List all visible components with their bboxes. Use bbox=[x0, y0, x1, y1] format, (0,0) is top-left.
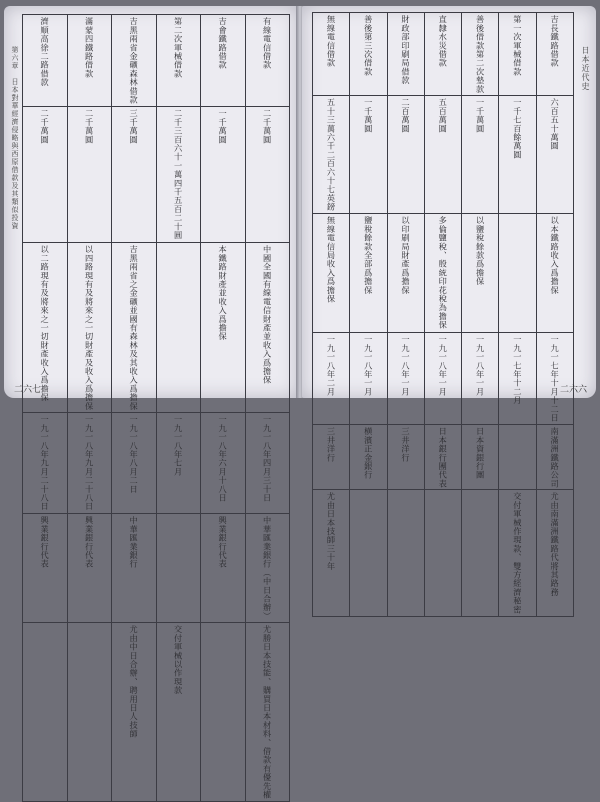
cell-amount bbox=[499, 96, 536, 214]
cell-name bbox=[499, 13, 536, 96]
cell-remark bbox=[387, 490, 424, 617]
cell-security bbox=[462, 214, 499, 332]
cell-remark bbox=[112, 622, 157, 801]
security-text: 以印刷局財產爲擔保 bbox=[401, 216, 411, 295]
cell-amount bbox=[350, 96, 387, 214]
amount-text: 三千萬圓 bbox=[129, 109, 140, 144]
cell-name bbox=[536, 13, 573, 96]
cell-remark bbox=[245, 622, 290, 801]
table-row-amount bbox=[23, 107, 290, 243]
amount-text: 五十三萬六千二百六十七英鎊 bbox=[326, 98, 337, 212]
date-text: 一九一八年六月十八日 bbox=[218, 414, 229, 502]
cell-date bbox=[201, 412, 246, 513]
table-row-security bbox=[313, 214, 574, 332]
cell-amount bbox=[387, 96, 424, 214]
creditor-text: 中華匯業銀行 bbox=[129, 515, 140, 568]
amount-text: 二千萬圓 bbox=[262, 109, 273, 144]
name-text: 吉會鐵路借款 bbox=[218, 17, 229, 70]
name-text: 無線電信借款 bbox=[326, 15, 337, 68]
cell-name bbox=[424, 13, 461, 96]
name-text: 第二次軍械借款 bbox=[173, 17, 184, 78]
left-page bbox=[4, 6, 298, 799]
amount-text: 一千萬圓 bbox=[218, 109, 229, 144]
table-row-name bbox=[313, 13, 574, 96]
creditor-text: 興業銀行代表 bbox=[40, 515, 51, 568]
name-text: 第一次軍械借款 bbox=[512, 15, 523, 76]
security-text: 以二路現有及將來之一切財產收入爲擔保 bbox=[40, 244, 51, 402]
date-text: 一九一八年二月 bbox=[326, 334, 337, 396]
remark-text: 尤勝日本技能、購買日本材料、借款有優先權 bbox=[262, 624, 273, 799]
cell-creditor bbox=[350, 424, 387, 490]
cell-amount bbox=[67, 107, 112, 243]
name-text: 有線電信借款 bbox=[262, 17, 273, 70]
cell-remark bbox=[23, 622, 68, 801]
cell-amount bbox=[424, 96, 461, 214]
name-text: 直隸水災借款 bbox=[438, 15, 449, 68]
name-text: 濟順高徐二路借款 bbox=[40, 17, 51, 87]
cell-security bbox=[67, 242, 112, 412]
cell-amount bbox=[245, 107, 290, 243]
table-row-remark bbox=[23, 622, 290, 801]
cell-creditor bbox=[245, 513, 290, 622]
cell-remark bbox=[156, 622, 201, 801]
cell-creditor bbox=[462, 424, 499, 490]
table-row-creditor bbox=[313, 424, 574, 490]
cell-name bbox=[387, 13, 424, 96]
name-text: 財政部印刷局借款 bbox=[401, 15, 411, 85]
cell-remark bbox=[201, 622, 246, 801]
creditor-text: 横濱正金銀行 bbox=[363, 426, 374, 479]
amount-text: 一千萬圓 bbox=[363, 98, 374, 134]
cell-name bbox=[112, 15, 157, 107]
cell-creditor bbox=[67, 513, 112, 622]
cell-amount bbox=[201, 107, 246, 243]
cell-remark bbox=[424, 490, 461, 617]
cell-date bbox=[536, 332, 573, 424]
amount-text: 五百萬圓 bbox=[438, 98, 449, 134]
creditor-text: 三井洋行 bbox=[401, 426, 411, 462]
cell-name bbox=[313, 13, 350, 96]
remark-text: 尤由中日合辦、聘用日人技師 bbox=[129, 624, 140, 739]
cell-amount bbox=[313, 96, 350, 214]
cell-creditor bbox=[156, 513, 201, 622]
cell-remark bbox=[536, 490, 573, 617]
security-text: 多倫鹽稅、殷統印花稅為擔保 bbox=[438, 216, 449, 330]
amount-text: 二千萬圓 bbox=[84, 109, 95, 144]
cell-amount bbox=[156, 107, 201, 243]
cell-date bbox=[424, 332, 461, 424]
cell-creditor bbox=[23, 513, 68, 622]
cell-security bbox=[387, 214, 424, 332]
chapter-margin-title: 第六章 日本對華經濟侵略與西原借款及其類似投資 bbox=[11, 46, 19, 230]
cell-date bbox=[156, 412, 201, 513]
book-title-margin: 日本近代史 bbox=[581, 46, 590, 91]
cell-amount bbox=[112, 107, 157, 243]
name-text: 善後第三次借款 bbox=[363, 15, 374, 76]
date-text: 一九一八年七月 bbox=[173, 414, 184, 476]
name-text: 吉長鐵路借款 bbox=[550, 15, 561, 68]
cell-remark bbox=[67, 622, 112, 801]
cell-name bbox=[462, 13, 499, 96]
table-row-remark bbox=[313, 490, 574, 617]
date-text: 一九一八年八月二日 bbox=[129, 414, 140, 494]
creditor-text: 日本資銀行團 bbox=[475, 426, 486, 479]
table-row-security bbox=[23, 242, 290, 412]
remark-text: 交付軍械作現款、雙方經濟秘密 bbox=[512, 492, 523, 615]
cell-date bbox=[350, 332, 387, 424]
cell-date bbox=[67, 412, 112, 513]
cell-name bbox=[156, 15, 201, 107]
cell-amount bbox=[462, 96, 499, 214]
cell-amount bbox=[23, 107, 68, 243]
cell-security bbox=[156, 242, 201, 412]
page-number-right: 二六六 bbox=[560, 385, 588, 395]
amount-text: 一千萬圓 bbox=[475, 98, 486, 134]
table-row-date bbox=[23, 412, 290, 513]
cell-name bbox=[350, 13, 387, 96]
cell-security bbox=[350, 214, 387, 332]
remark-text: 尤由南滿洲鐵路代將其路務 bbox=[550, 492, 561, 597]
security-text: 以本鐵路收入爲擔保 bbox=[550, 216, 561, 295]
cell-remark bbox=[350, 490, 387, 617]
security-text: 中國全國有線電信財產並收入爲擔保 bbox=[262, 244, 273, 384]
security-text: 鹽稅餘款全部爲擔保 bbox=[363, 216, 374, 295]
security-text: 本鐵路財產並收入爲擔保 bbox=[218, 244, 229, 341]
name-text: 滿蒙四鐵路借款 bbox=[84, 17, 95, 78]
cell-creditor bbox=[112, 513, 157, 622]
cell-creditor bbox=[313, 424, 350, 490]
cell-security bbox=[245, 242, 290, 412]
loan-table-right bbox=[312, 12, 574, 617]
cell-security bbox=[313, 214, 350, 332]
date-text: 一九一八年一月 bbox=[475, 334, 486, 396]
amount-text: 二千萬圓 bbox=[40, 109, 51, 144]
cell-security bbox=[424, 214, 461, 332]
cell-date bbox=[499, 332, 536, 424]
cell-name bbox=[201, 15, 246, 107]
date-text: 一九一八年一月 bbox=[438, 334, 449, 396]
name-text: 吉黑兩省金礦森林借款 bbox=[129, 17, 140, 104]
cell-creditor bbox=[201, 513, 246, 622]
date-text: 一九一八年一月 bbox=[363, 334, 374, 396]
creditor-text: 興業銀行代表 bbox=[84, 515, 95, 568]
amount-text: 六百五十萬圓 bbox=[550, 98, 561, 151]
amount-text: 二百萬圓 bbox=[401, 98, 411, 134]
date-text: 一九一八年四月三十日 bbox=[262, 414, 273, 502]
date-text: 一九一八年一月 bbox=[401, 334, 411, 396]
table-row-amount bbox=[313, 96, 574, 214]
date-text: 一九一八年九月二十八日 bbox=[40, 414, 51, 511]
cell-name bbox=[23, 15, 68, 107]
cell-name bbox=[67, 15, 112, 107]
right-page bbox=[302, 6, 596, 615]
security-text: 吉黑兩省之金礦並國有森林及其收入爲擔保 bbox=[129, 244, 140, 410]
cell-date bbox=[23, 412, 68, 513]
cell-date bbox=[313, 332, 350, 424]
date-text: 一九一七年十月十二日 bbox=[550, 334, 561, 422]
cell-creditor bbox=[536, 424, 573, 490]
security-text: 無線電信局收入爲擔保 bbox=[326, 216, 337, 304]
cell-security bbox=[499, 214, 536, 332]
cell-date bbox=[387, 332, 424, 424]
cell-security bbox=[536, 214, 573, 332]
cell-remark bbox=[462, 490, 499, 617]
cell-date bbox=[462, 332, 499, 424]
cell-creditor bbox=[387, 424, 424, 490]
amount-text: 二千三百六十一萬四千五百二十圓 bbox=[173, 109, 184, 240]
security-text: 以鹽稅餘款爲擔保 bbox=[475, 216, 486, 287]
name-text: 善後借款第二次墊款 bbox=[475, 15, 486, 94]
creditor-text: 日本銀行團代表 bbox=[438, 426, 449, 488]
cell-name bbox=[245, 15, 290, 107]
table-row-date bbox=[313, 332, 574, 424]
cell-security bbox=[201, 242, 246, 412]
cell-date bbox=[245, 412, 290, 513]
date-text: 一九一七年十二月 bbox=[512, 334, 523, 405]
cell-creditor bbox=[424, 424, 461, 490]
cell-security bbox=[112, 242, 157, 412]
creditor-text: 興業銀行代表 bbox=[218, 515, 229, 568]
remark-text: 尤由日本技師三十年 bbox=[326, 492, 337, 571]
security-text: 以四路現有及將來之一切財產及收入爲擔保 bbox=[84, 244, 95, 410]
cell-amount bbox=[536, 96, 573, 214]
cell-remark bbox=[313, 490, 350, 617]
cell-date bbox=[112, 412, 157, 513]
table-row-name bbox=[23, 15, 290, 107]
table-row-creditor bbox=[23, 513, 290, 622]
date-text: 一九一八年九月二十八日 bbox=[84, 414, 95, 511]
cell-creditor bbox=[499, 424, 536, 490]
creditor-text: 三井洋行 bbox=[326, 426, 337, 462]
creditor-text: 南滿洲鐵路公司 bbox=[550, 426, 561, 488]
remark-text: 交付軍械以作現款 bbox=[173, 624, 184, 695]
cell-remark bbox=[499, 490, 536, 617]
creditor-text: 中華匯業銀行（中日合辦） bbox=[262, 515, 273, 620]
loan-table-left bbox=[22, 14, 290, 802]
page-number-left: 二六七 bbox=[14, 385, 42, 395]
amount-text: 一千七百餘萬圓 bbox=[512, 98, 523, 160]
